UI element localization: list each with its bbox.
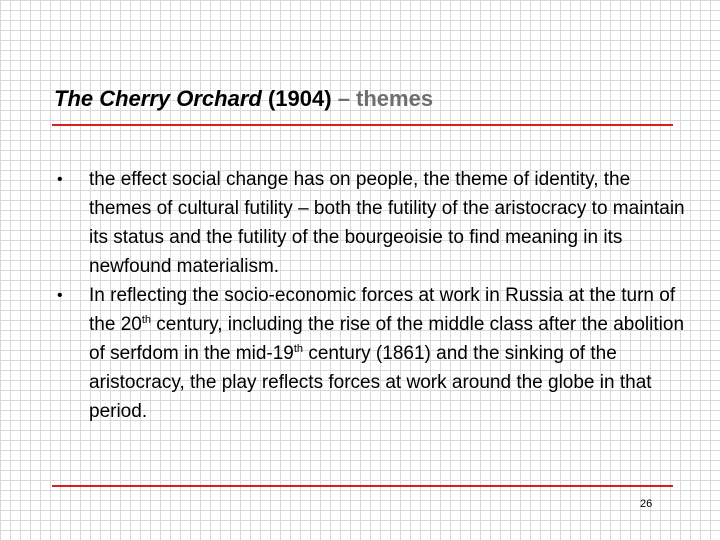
bullet-item-2 <box>55 281 695 426</box>
footer-rule <box>52 485 673 487</box>
bullet-marker: • <box>57 287 63 304</box>
slide-number: 26 <box>640 498 653 510</box>
superscript: th <box>293 343 304 355</box>
slide-title <box>54 86 433 112</box>
bullet-text: In reflecting the socio-economic forces at work in Russia at the turn of the 20 <box>89 285 676 335</box>
superscript: th <box>141 314 152 326</box>
bullet-text: century, including the rise of the middle class after the abolition of serfdom in the mid-19 <box>89 314 685 364</box>
title-work: The Cherry Orchard <box>54 86 262 111</box>
title-rule <box>52 124 673 126</box>
bullet-list <box>55 165 695 426</box>
bullet-item-1 <box>55 165 695 281</box>
title-rest: – themes <box>337 86 434 111</box>
title-year: (1904) <box>267 86 332 111</box>
bullet-text: century (1861) and the sinking of the aristocracy, the play reflects forces at work around the globe in that period. <box>89 343 652 422</box>
bullet-marker: • <box>57 171 63 188</box>
bullet-text: the effect social change has on people, the theme of identity, the themes of cultural futility – both the futility of the aristocracy to maintain its status and the futility of the bourgeoisie to find meaning in its newfound materialism. <box>89 169 685 277</box>
